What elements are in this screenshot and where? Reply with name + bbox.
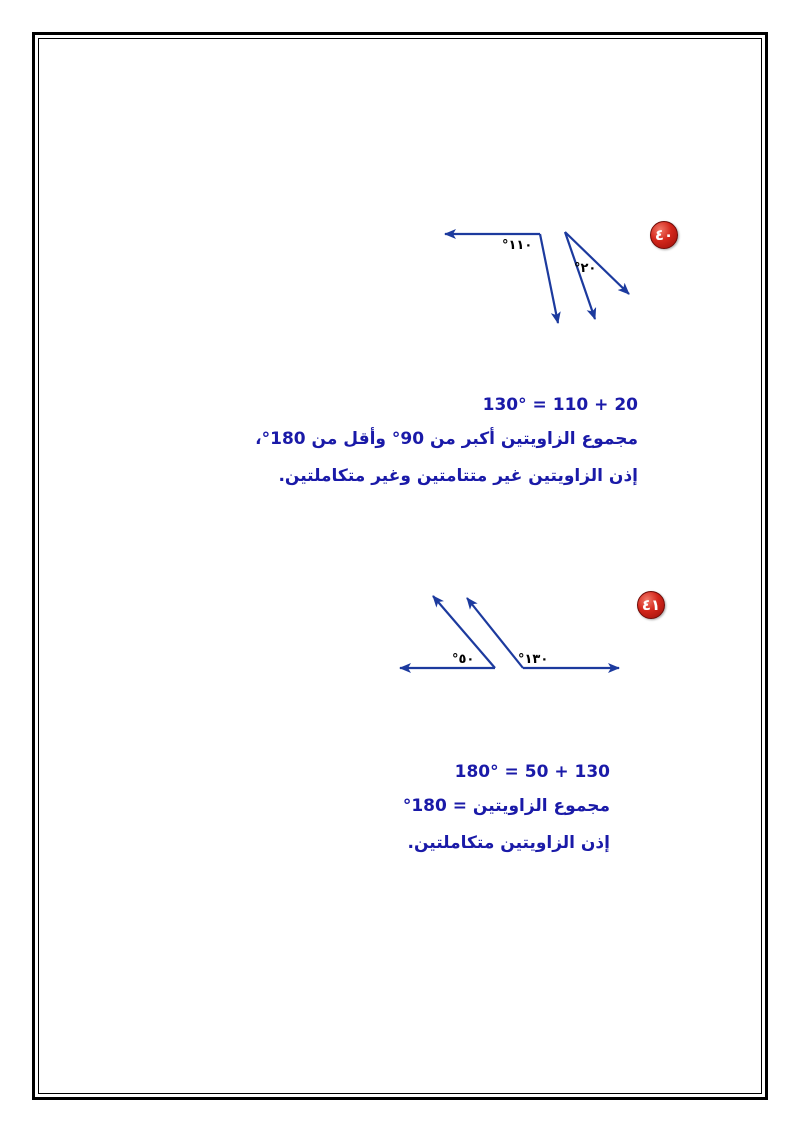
problem-41-conclusion: إذن الزاويتين متكاملتين. (407, 833, 610, 853)
angle-130-ray-up (467, 598, 523, 668)
angle-130-label: °١٣٠ (518, 652, 549, 667)
problem-41-badge: ٤١ (637, 591, 665, 619)
angle-110-ray-down (540, 234, 558, 323)
problem-41-diagram (390, 585, 630, 680)
problem-40-conclusion: إذن الزاويتين غير متتامتين وغير متكاملتين. (278, 466, 638, 486)
angle-110-label: °١١٠ (502, 238, 533, 253)
problem-40-equation: 20 + 110 = 130° (482, 395, 638, 415)
page-border-inner (38, 38, 762, 1094)
angle-50-label: °٥٠ (452, 652, 475, 667)
problem-41-equation: 130 + 50 = 180° (454, 762, 610, 782)
problem-40-badge: ٤٠ (650, 221, 678, 249)
problem-40-diagram (430, 215, 645, 335)
problem-41-statement: مجموع الزاويتين = 180° (402, 796, 610, 816)
problem-40-statement: مجموع الزاويتين أكبر من 90° وأقل من 180°، (255, 429, 638, 449)
angle-20-label: °٢٠ (574, 261, 597, 276)
